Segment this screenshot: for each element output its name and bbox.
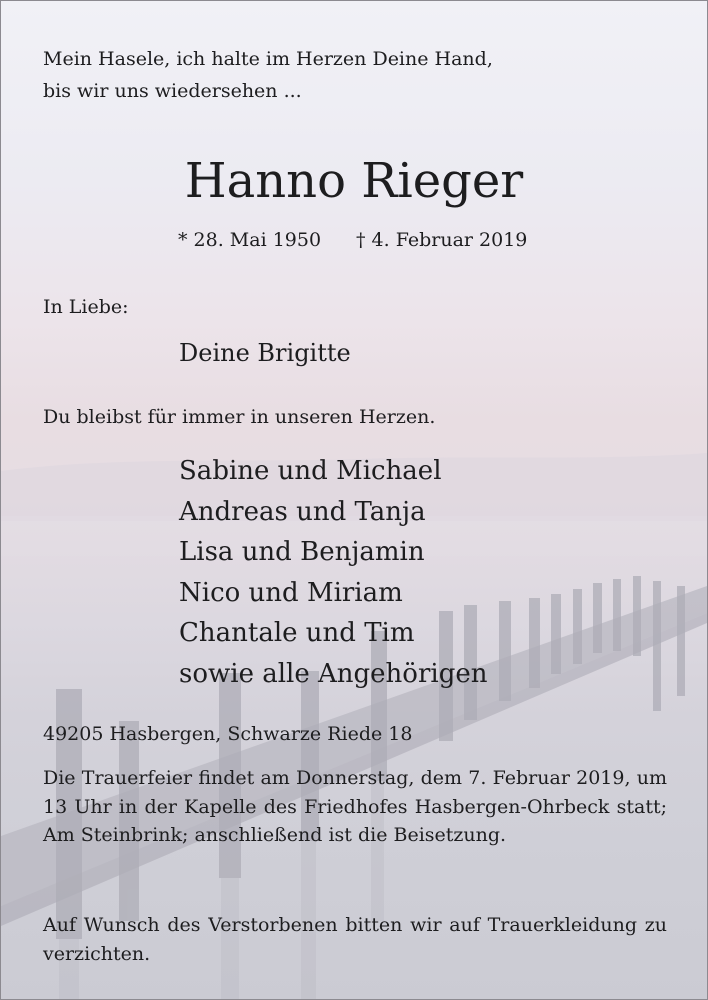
family-member: Sabine und Michael — [179, 456, 442, 486]
deceased-name: Hanno Rieger — [184, 153, 524, 209]
spouse-name: Deine Brigitte — [179, 339, 351, 367]
motto — [43, 43, 493, 107]
in-love-label: In Liebe: — [43, 296, 129, 318]
address: 49205 Hasbergen, Schwarze Riede 18 — [43, 723, 413, 745]
family-member: sowie alle Angehörigen — [179, 658, 488, 689]
funeral-service-text: Die Trauerfeier findet am Donnerstag, dem 7. Februar 2019, um 13 Uhr in der Kapelle des Friedhofes Hasbergen-Ohrbeck statt; Am Steinbrink; anschließend ist die Beisetzung. — [43, 767, 667, 846]
death-date: † 4. Februar 2019 — [356, 229, 528, 251]
family-member: Lisa und Benjamin — [179, 537, 425, 567]
motto-line: bis wir uns wiedersehen ... — [43, 80, 302, 102]
family-member: Nico und Miriam — [179, 577, 403, 608]
deceased-wish-text: Auf Wunsch des Verstorbenen bitten wir auf Trauerkleidung zu verzichten. — [43, 914, 667, 965]
family-list — [179, 451, 487, 694]
forever-line: Du bleibst für immer in unseren Herzen. — [43, 406, 436, 428]
family-member: Andreas und Tanja — [179, 496, 426, 527]
family-member: Chantale und Tim — [179, 618, 415, 648]
motto-line: Mein Hasele, ich halte im Herzen Deine Hand, — [43, 48, 493, 70]
birth-date: * 28. Mai 1950 — [178, 229, 322, 251]
